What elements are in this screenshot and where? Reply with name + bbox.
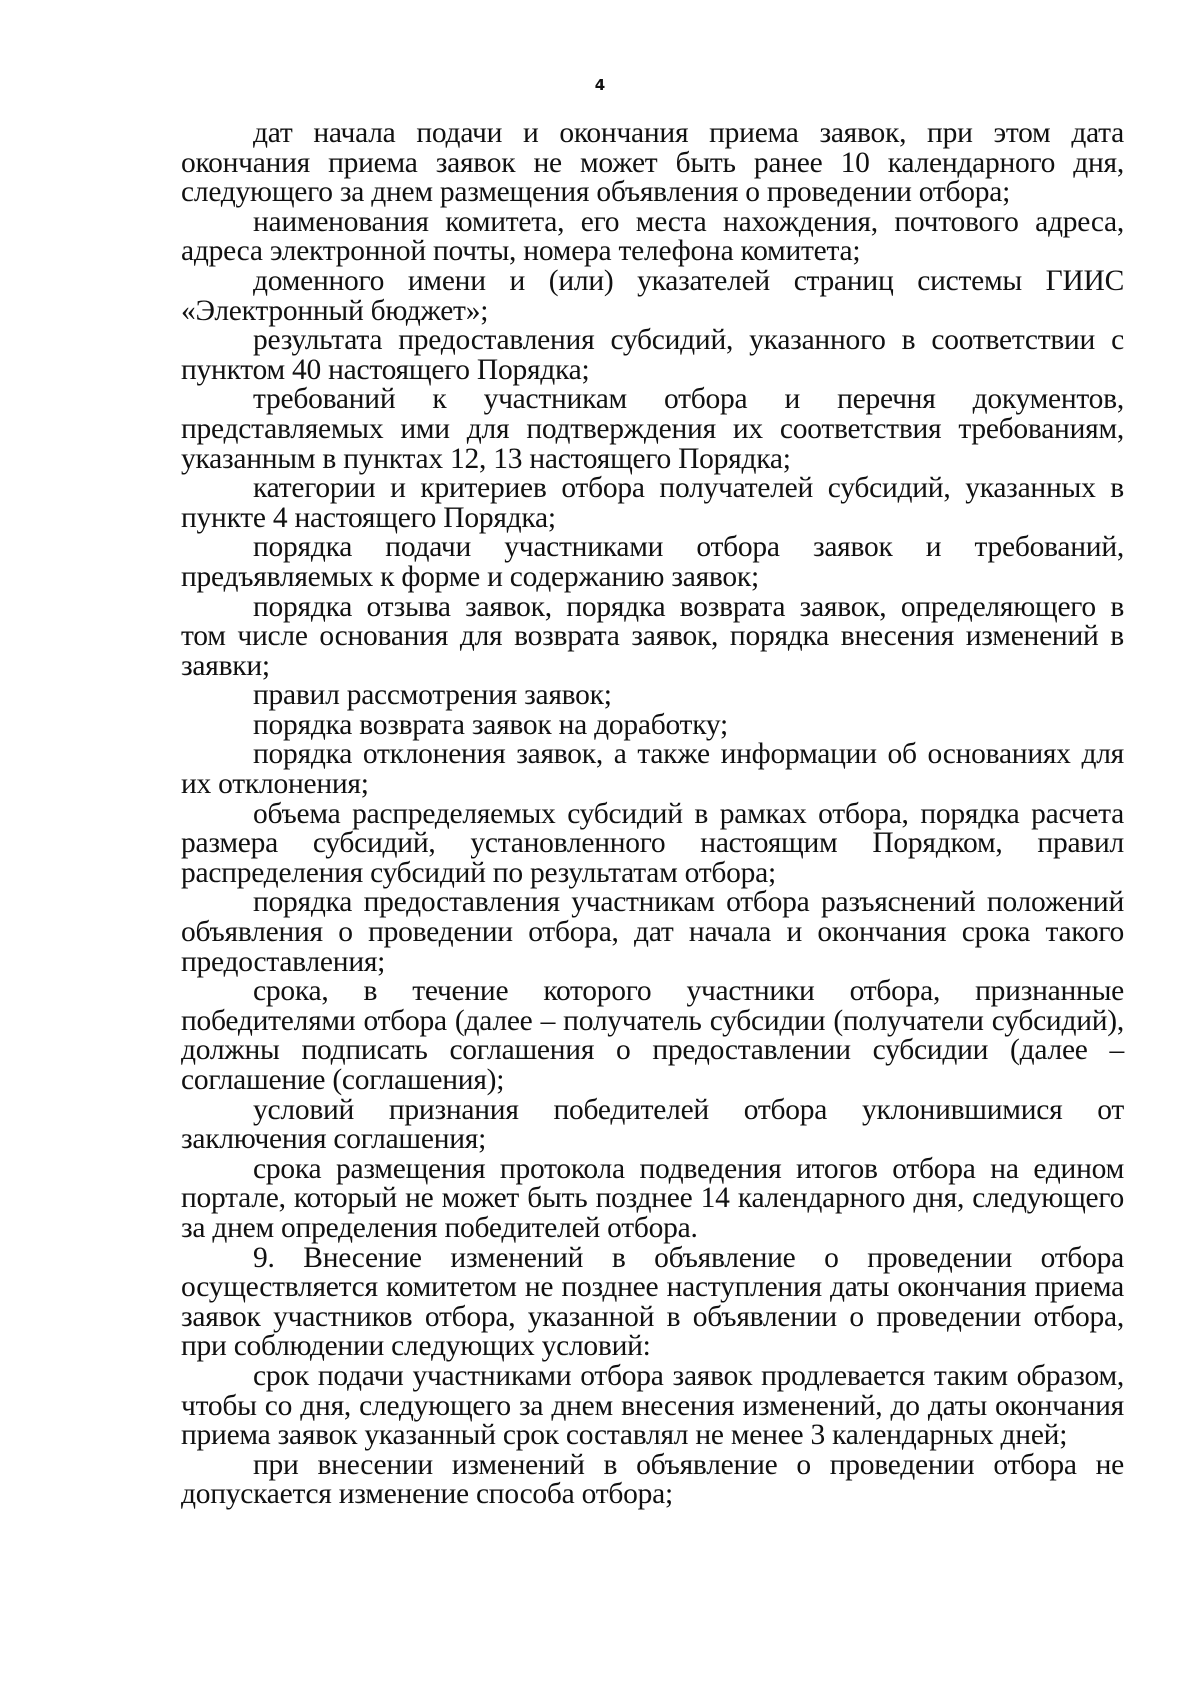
paragraph: требований к участникам отбора и перечня документов, представляемых ими для подтверждения их соответствия требованиям, указанным в пунктах 12, 13 настоящего Порядка;: [181, 383, 1124, 475]
paragraph: срока, в течение которого участники отбора, признанные победителями отбора (далее – получатель субсидии (получатели субсидий), должны подписать соглашения о предоставлении субсидии (далее – соглашение (соглашения);: [181, 975, 1124, 1096]
paragraph: порядка предоставления участникам отбора разъяснений положений объявления о проведении отбора, дат начала и окончания срока такого предоставления;: [181, 886, 1124, 978]
paragraph: доменного имени и (или) указателей страниц системы ГИИС «Электронный бюджет»;: [181, 264, 1124, 327]
paragraph: правил рассмотрения заявок;: [253, 679, 612, 712]
page-number: 4: [594, 76, 606, 94]
paragraph: порядка возврата заявок на доработку;: [253, 708, 728, 741]
paragraph: срока размещения протокола подведения итогов отбора на едином портале, который не может быть позднее 14 календарного дня, следующего за днем определения победителей отбора.: [181, 1152, 1124, 1244]
paragraph: срок подачи участниками отбора заявок продлевается таким образом, чтобы со дня, следующего за днем внесения изменений, до даты окончания приема заявок указанный срок составлял не менее 3 календарных дней;: [181, 1359, 1124, 1452]
paragraph: условий признания победителей отбора уклонившимися от заключения соглашения;: [181, 1093, 1124, 1156]
paragraph: объема распределяемых субсидий в рамках отбора, порядка расчета размера субсидий, установленного настоящим Порядком, правил распределения субсидий по результатам отбора;: [181, 797, 1124, 889]
document-body: [181, 119, 1124, 1510]
paragraph: порядка отклонения заявок, а также информации об основаниях для их отклонения;: [181, 738, 1124, 801]
paragraph: дат начала подачи и окончания приема заявок, при этом дата окончания приема заявок не может быть ранее 10 календарного дня, следующего за днем размещения объявления о проведении отбора;: [181, 117, 1124, 209]
paragraph: порядка подачи участниками отбора заявок и требований, предъявляемых к форме и содержанию заявок;: [181, 531, 1124, 593]
paragraph: категории и критериев отбора получателей субсидий, указанных в пункте 4 настоящего Порядка;: [181, 472, 1124, 534]
paragraph: при внесении изменений в объявление о проведении отбора не допускается изменение способа отбора;: [181, 1448, 1124, 1511]
paragraph: наименования комитета, его места нахождения, почтового адреса, адреса электронной почты, номера телефона комитета;: [181, 205, 1124, 268]
paragraph: порядка отзыва заявок, порядка возврата заявок, определяющего в том числе основания для возврата заявок, порядка внесения изменений в заявки;: [181, 590, 1124, 682]
paragraph: 9. Внесение изменений в объявление о проведении отбора осуществляется комитетом не позднее наступления даты окончания приема заявок участников отбора, указанной в объявлении о проведении отбора, при соблюдении следующих условий:: [181, 1241, 1124, 1363]
paragraph: результата предоставления субсидий, указанного в соответствии с пунктом 40 настоящего Порядка;: [181, 324, 1124, 386]
